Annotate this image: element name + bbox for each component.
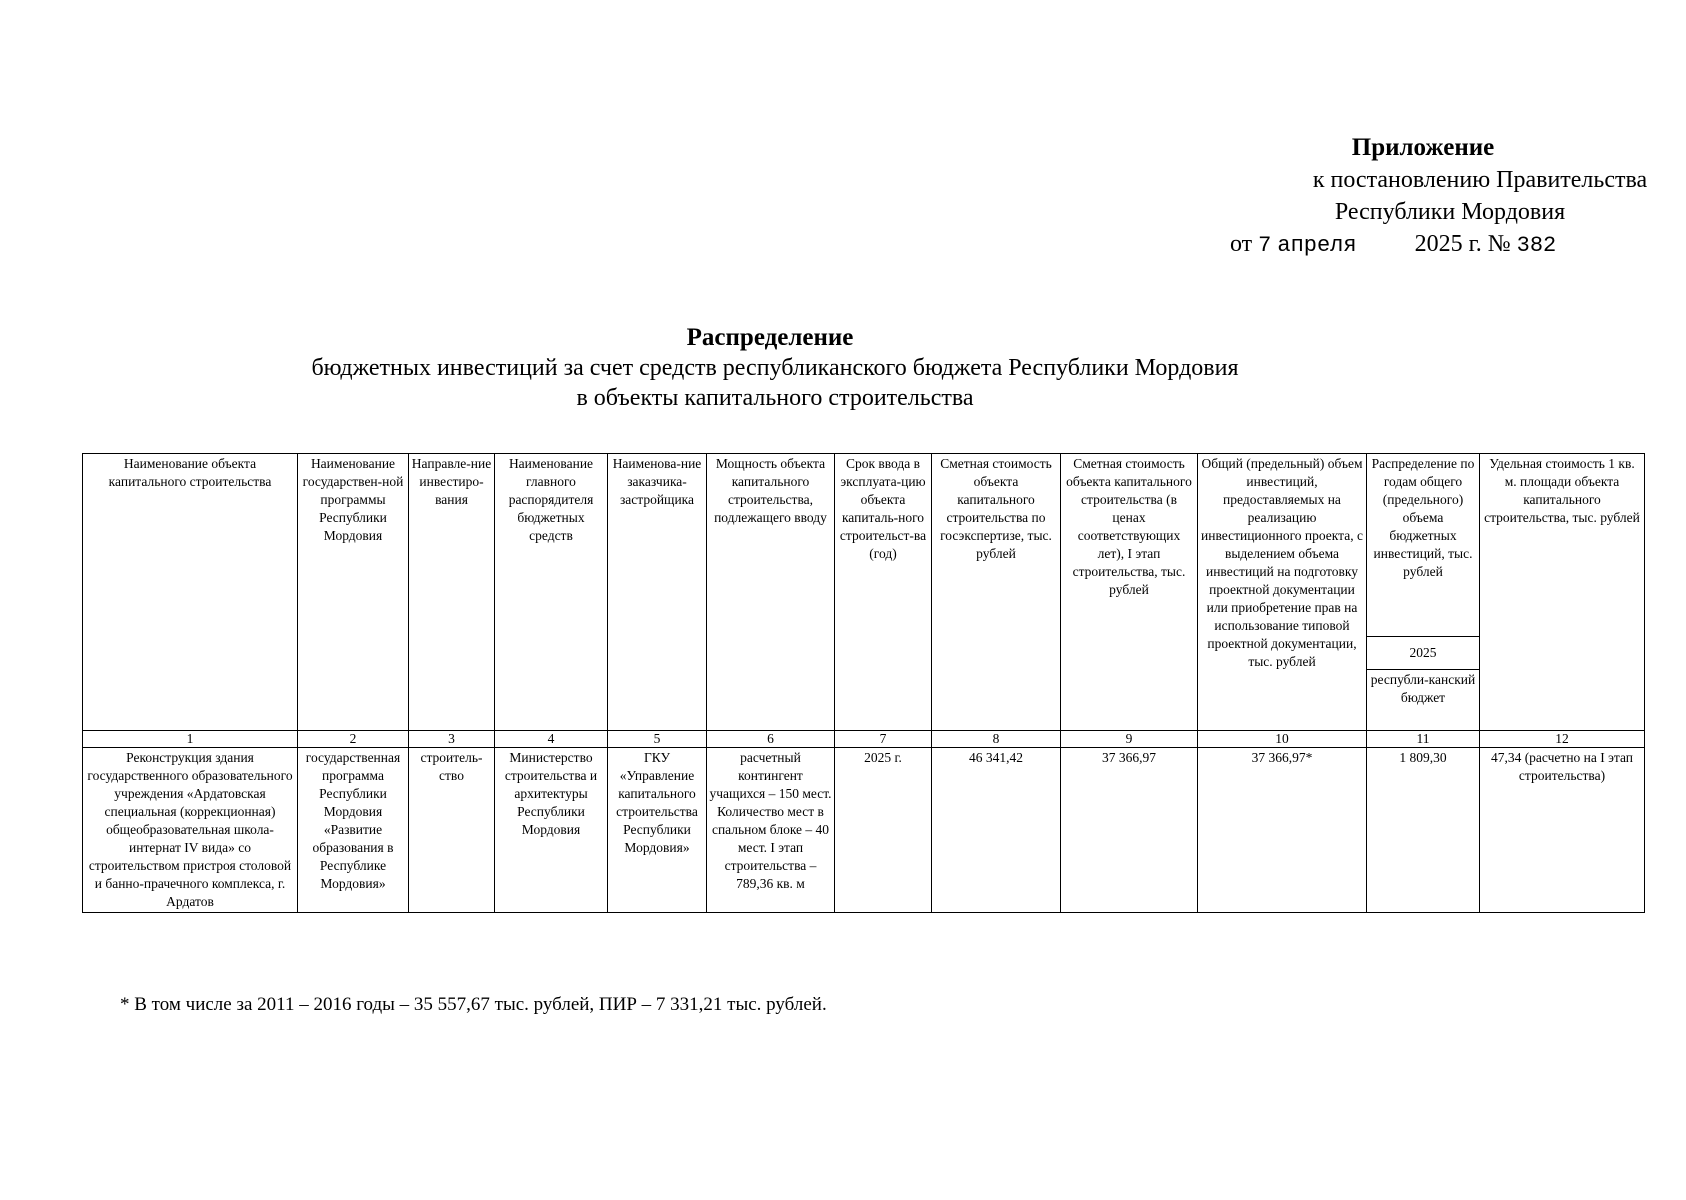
column-number: 9 bbox=[1061, 731, 1198, 748]
column-number: 2 bbox=[298, 731, 409, 748]
column-number: 3 bbox=[409, 731, 495, 748]
header-total-investment: Общий (предельный) объем инвестиций, предоставляемых на реализацию инвестиционного проекта, с выделением объема инвестиций на подготовку проектной документации или приобретение прав на использование типовой проектной документации, тыс. рублей bbox=[1198, 454, 1367, 731]
column-number: 4 bbox=[495, 731, 608, 748]
header-estimate-expertise: Сметная стоимость объекта капитального строительства по госэкспертизе, тыс. рублей bbox=[932, 454, 1061, 731]
column-number: 11 bbox=[1367, 731, 1480, 748]
column-number: 1 bbox=[83, 731, 298, 748]
header-year: 2025 bbox=[1367, 637, 1480, 670]
date-day: 7 bbox=[1258, 233, 1272, 258]
approval-line-1: к постановлению Правительства bbox=[1312, 167, 1648, 193]
header-object: Наименование объекта капитального строительства bbox=[83, 454, 298, 731]
header-capacity: Мощность объекта капитального строительства, подлежащего вводу bbox=[707, 454, 835, 731]
doc-number: 382 bbox=[1516, 233, 1557, 258]
approval-line-2: Республики Мордовия bbox=[1334, 199, 1566, 225]
table-row bbox=[83, 748, 1645, 913]
date-year: 2025 г. № bbox=[1414, 231, 1511, 257]
cell-program: государственная программа Республики Мордовия «Развитие образования в Республике Мордовия» bbox=[298, 748, 409, 913]
column-number: 6 bbox=[707, 731, 835, 748]
date-month: апреля bbox=[1277, 233, 1357, 258]
cell-total-investment: 37 366,97* bbox=[1198, 748, 1367, 913]
header-unit-cost: Удельная стоимость 1 кв. м. площади объекта капитального строительства, тыс. рублей bbox=[1480, 454, 1645, 731]
investment-table bbox=[82, 453, 1645, 913]
cell-capacity: расчетный контингент учащихся – 150 мест. Количество мест в спальном блоке – 40 мест. I этап строительства – 789,36 кв. м bbox=[707, 748, 835, 913]
cell-manager: Министерство строительства и архитектуры Республики Мордовия bbox=[495, 748, 608, 913]
header-commission-year: Срок ввода в эксплуата-цию объекта капиталь-ного строительст-ва (год) bbox=[835, 454, 932, 731]
document-heading bbox=[80, 323, 1630, 413]
column-number: 12 bbox=[1480, 731, 1645, 748]
approval-title: Приложение bbox=[1351, 134, 1495, 161]
header-estimate-stage1: Сметная стоимость объекта капитального строительства (в ценах соответствующих лет), I этап строительства, тыс. рублей bbox=[1061, 454, 1198, 731]
header-distribution: Распределение по годам общего (предельного) объема бюджетных инвестиций, тыс. рублей bbox=[1367, 454, 1480, 637]
cell-unit-cost: 47,34 (расчетно на I этап строительства) bbox=[1480, 748, 1645, 913]
cell-budget-2025: 1 809,30 bbox=[1367, 748, 1480, 913]
date-prefix: от bbox=[1230, 231, 1253, 257]
document-subtitle-2: в объекты капитального строительства bbox=[576, 385, 974, 411]
column-number: 10 bbox=[1198, 731, 1367, 748]
column-number: 7 bbox=[835, 731, 932, 748]
header-direction: Направле-ние инвестиро-вания bbox=[409, 454, 495, 731]
column-number: 5 bbox=[608, 731, 707, 748]
approval-date bbox=[1180, 228, 1660, 262]
header-manager: Наименование главного распорядителя бюджетных средств bbox=[495, 454, 608, 731]
cell-customer: ГКУ «Управление капитального строительства Республики Мордовия» bbox=[608, 748, 707, 913]
header-customer: Наименова-ние заказчика-застройщика bbox=[608, 454, 707, 731]
footnote: * В том числе за 2011 – 2016 годы – 35 557,67 тыс. рублей, ПИР – 7 331,21 тыс. рублей. bbox=[120, 994, 827, 1015]
cell-direction: строитель-ство bbox=[409, 748, 495, 913]
approval-block bbox=[1180, 132, 1660, 262]
column-number-row bbox=[83, 731, 1645, 748]
cell-object: Реконструкция здания государственного образовательного учреждения «Ардатовская специальная (коррекционная) общеобразовательная школа-интернат IV вида» со строительством пристроя столовой и банно-прачечного комплекса, г. Ардатов bbox=[83, 748, 298, 913]
document-title: Распределение bbox=[686, 324, 854, 351]
cell-estimate-expertise: 46 341,42 bbox=[932, 748, 1061, 913]
header-program: Наименование государствен-ной программы Республики Мордовия bbox=[298, 454, 409, 731]
cell-commission-year: 2025 г. bbox=[835, 748, 932, 913]
cell-estimate-stage1: 37 366,97 bbox=[1061, 748, 1198, 913]
column-number: 8 bbox=[932, 731, 1061, 748]
header-budget: республи-канский бюджет bbox=[1367, 670, 1480, 731]
document-subtitle-1: бюджетных инвестиций за счет средств республиканского бюджета Республики Мордовия bbox=[311, 355, 1239, 381]
